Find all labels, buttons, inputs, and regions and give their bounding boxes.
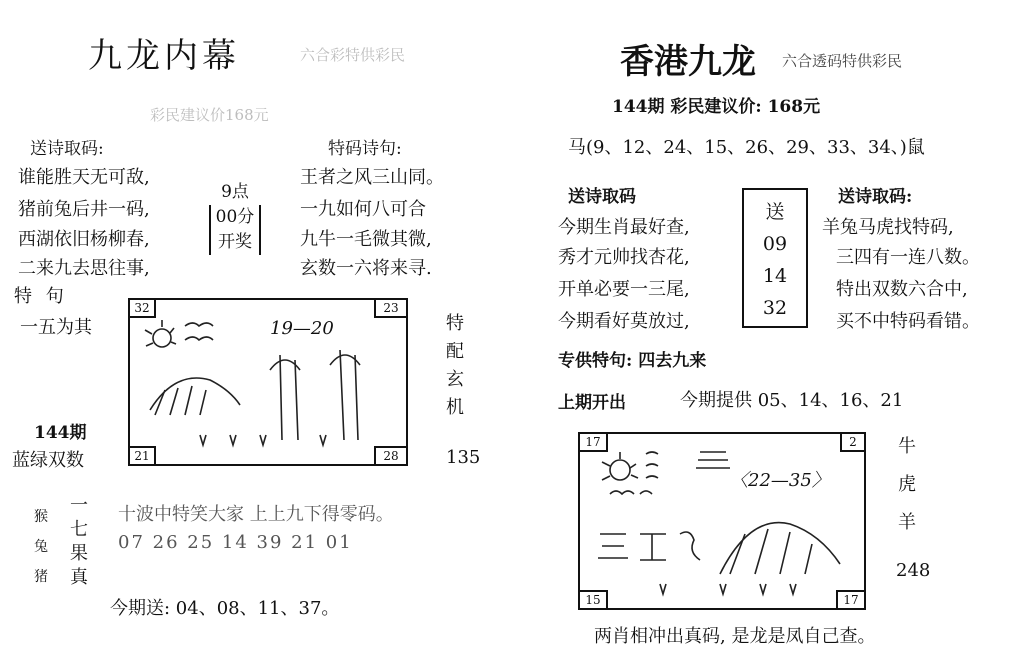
left-title: 九龙内幕 [88,36,240,76]
left-side-vertical [446,310,464,422]
send-box-label: 送 [765,201,785,223]
left-side-number: 135 [446,447,481,468]
right-picture-sketch [580,434,864,608]
right-picture-text: 〈22—35〉 [730,470,830,491]
right-title-sub: 六合透码特供彩民 [782,52,903,70]
right-last-issue: 上期开出 [558,393,626,413]
right-side-char-2: 虎 [898,474,916,495]
zodiac-small-2: 兔 [34,539,48,555]
zodiac-big-4: 真 [70,567,88,588]
right-issue-price: 144期 彩民建议价: 168元 [612,97,821,117]
zodiac-small-1: 猴 [34,509,48,525]
time-box [205,180,265,255]
right-poem-right-4: 买不中特码看错。 [836,311,980,332]
right-side-vertical [898,428,916,542]
left-poem-line-4: 二来九去思往事, [18,258,150,279]
left-side-char-1: 特 [446,313,464,334]
right-provide: 今期提供 05、14、16、21 [680,390,904,411]
left-picture-frame [128,298,408,466]
zodiac-big-column [70,494,88,590]
left-side-char-3: 玄 [446,369,464,390]
right-corner-bottom-left: 15 [578,590,608,610]
left-picture-text: 19—20 [270,318,334,339]
right-send-box [742,188,808,328]
left-corner-bottom-right: 28 [374,446,408,466]
send-box-num-2: 14 [762,265,788,287]
right-title: 香港九龙 [620,42,756,82]
right-side-char-3: 羊 [898,512,916,533]
right-col-poem-line-2: 一九如何八可合 [300,199,426,220]
left-issue: 144期 [34,423,87,443]
right-footer: 两肖相冲出真码, 是龙是凤自己查。 [594,626,876,647]
right-poem-right-1: 羊兔马虎找特码, [822,217,954,238]
zodiac-small-column [34,502,48,592]
zodiac-big-2: 七 [70,519,88,540]
zodiac-big-1: 一 [70,495,88,516]
left-subtitle-faint: 六合彩特供彩民 [300,46,406,64]
right-picture-frame [578,432,866,610]
right-poem-left-2: 秀才元帅找杏花, [558,247,690,268]
left-corner-top-right: 23 [374,298,408,318]
left-picture-sketch [130,300,406,464]
left-poem-head-right: 特码诗句: [328,139,402,159]
send-box-num-3: 32 [762,297,788,319]
left-poem-head-left: 送诗取码: [30,139,104,159]
left-corner-top-left: 32 [128,298,156,318]
right-poem-right-3: 特出双数六合中, [836,279,968,300]
left-side-char-4: 机 [446,397,464,418]
right-poem-left-1: 今期生肖最好查, [558,217,690,238]
left-special-text: 一五为其 [20,317,92,338]
time-box-draw: 开奖 [209,230,261,255]
right-col-poem-line-1: 王者之风三山同。 [300,167,444,188]
left-send-line: 今期送: 04、08、11、37。 [110,598,340,619]
right-special: 专供特句: 四去九来 [558,351,707,371]
right-poem-head-right: 送诗取码: [838,187,913,207]
right-col-poem-line-3: 九牛一毛微其微, [300,229,432,250]
right-corner-top-right: 2 [840,432,866,452]
right-poem-left-3: 开单必要一三尾, [558,279,690,300]
left-poem-line-2: 猪前兔后井一码, [18,199,150,220]
right-side-char-1: 牛 [898,436,916,457]
left-line-2: 07 26 25 14 39 21 01 [118,532,353,553]
send-box-num-1: 09 [762,233,788,255]
zodiac-small-3: 猪 [34,569,48,585]
zodiac-big-3: 果 [70,543,88,564]
right-col-poem-line-4: 玄数一六将来寻. [300,258,432,279]
right-poem-left-4: 今期看好莫放过, [558,311,690,332]
left-special-label: 特 句 [14,286,68,307]
left-poem-line-1: 谁能胜天无可敌, [18,167,150,188]
right-horse-line: 马(9、12、24、15、26、29、33、34、)鼠 [568,137,925,158]
left-faint-line: 彩民建议价168元 [150,106,269,124]
right-corner-bottom-right: 17 [836,590,866,610]
left-line-1: 十波中特笑大家 上上九下得零码。 [118,504,394,525]
right-poem-right-2: 三四有一连八数。 [836,247,980,268]
right-side-number: 248 [896,560,931,581]
left-corner-bottom-left: 21 [128,446,156,466]
left-side-char-2: 配 [446,341,464,362]
time-box-minute: 00分 [209,205,261,230]
time-box-hour: 9点 [221,182,249,202]
right-corner-top-left: 17 [578,432,608,452]
left-poem-line-3: 西湖依旧杨柳春, [18,229,150,250]
right-poem-head-left: 送诗取码 [568,187,636,207]
left-issue-text: 蓝绿双数 [12,450,84,471]
